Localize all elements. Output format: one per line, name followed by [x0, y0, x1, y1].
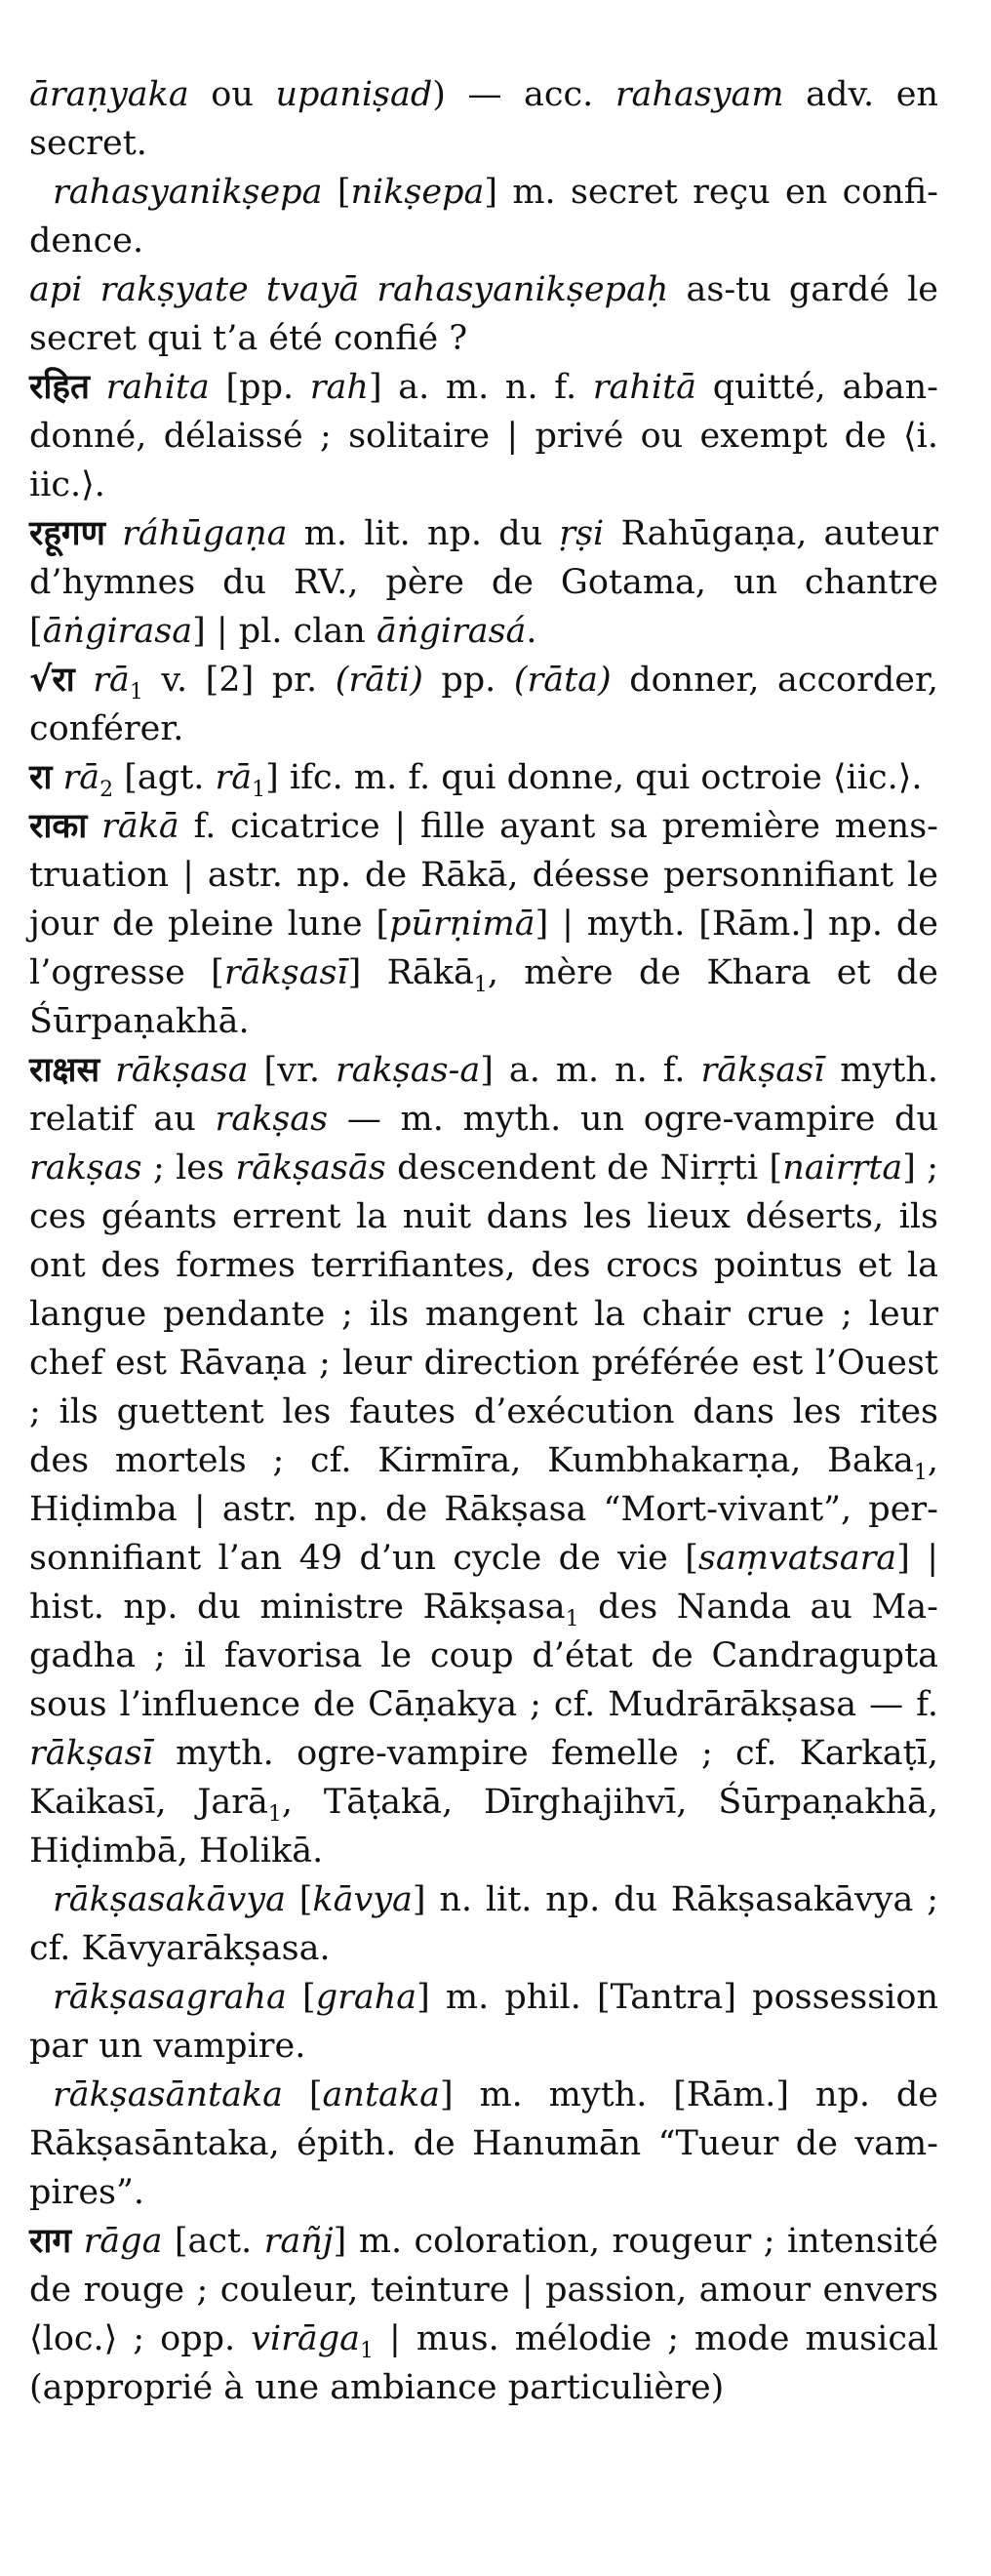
- homonym-index: 1: [473, 973, 488, 997]
- italic-term: rākṣasī: [29, 1734, 153, 1773]
- dictionary-entry: [29, 1046, 938, 1875]
- entry-text: [105, 514, 122, 553]
- entry-text: ] m. phil. [Tantra] possession par un vampire.: [29, 1978, 939, 2066]
- italic-term: rākṣasāntaka: [53, 2075, 284, 2114]
- italic-term: ṛṣi: [559, 514, 605, 553]
- homonym-index: 1: [913, 1461, 928, 1485]
- devanagari-headword: राग: [29, 2222, 72, 2261]
- entry-text: [act.: [162, 2222, 264, 2261]
- dictionary-entry: [29, 753, 938, 802]
- italic-term: rākṣasās: [235, 1148, 386, 1187]
- italic-term: āraṇyaka: [29, 75, 189, 114]
- entry-text: [52, 758, 62, 797]
- italic-term: (rāti): [335, 661, 423, 700]
- entry-text: pp.: [422, 661, 514, 700]
- italic-term: virāga: [251, 2319, 361, 2358]
- entry-text: | mus. mélodie ; mode musical (approprié à une ambiance particulière): [29, 2319, 938, 2407]
- homonym-index: 1: [360, 2339, 375, 2363]
- entry-text: [: [322, 173, 351, 212]
- italic-term: rañj: [263, 2222, 334, 2261]
- entry-text: myth. ogre-vampire femelle ; cf. Karkaṭī, Kaikasī, Jarā: [29, 1734, 938, 1822]
- entry-text: Rahūgaṇa, auteur d’hymnes du RV., père de Gotama, un chantre [: [29, 514, 938, 651]
- entry-text: ] ifc. m. f. qui donne, qui octroie ⟨iic.⟩.: [265, 758, 923, 797]
- italic-term: rākṣasa: [115, 1051, 249, 1090]
- italic-term: nairṛta: [782, 1148, 903, 1187]
- italic-term: rakṣas: [215, 1100, 329, 1139]
- entry-text: [: [283, 2075, 323, 2114]
- entry-text: ] m. myth. [Rām.] np. de Rākṣasāntaka, épith. de Hanumān “Tueur de vampires”.: [29, 2075, 939, 2212]
- devanagari-headword: रा: [29, 758, 53, 797]
- entry-text: [71, 2222, 83, 2261]
- entry-text: ] n. lit. np. du Rākṣasakāvya ; cf. Kāvyarākṣasa.: [29, 1880, 939, 1968]
- italic-term: ráhūgaṇa: [122, 514, 288, 553]
- entry-text: ou: [188, 75, 276, 114]
- devanagari-headword: राका: [29, 807, 88, 846]
- homonym-index: 1: [129, 680, 143, 704]
- sub-entry: [29, 168, 938, 265]
- dictionary-entry: [29, 70, 938, 168]
- italic-term: rākṣasī: [700, 1051, 825, 1090]
- entry-text: ) — acc.: [432, 75, 615, 114]
- dictionary-entry: [29, 656, 938, 753]
- entry-text: , Tāṭakā, Dīrghajihvī, Śūrpaṇakhā, Hiḍimbā, Holikā.: [29, 1783, 938, 1871]
- sub-entry: [29, 1973, 938, 2071]
- homonym-index: 2: [99, 778, 114, 802]
- entry-text: [pp.: [209, 368, 310, 407]
- italic-term: api rakṣyate tvayā rahasyanikṣepaḥ: [29, 270, 669, 309]
- entry-text: [90, 368, 106, 407]
- italic-term: rah: [309, 368, 369, 407]
- italic-term: rahita: [105, 368, 210, 407]
- italic-term: kāvya: [312, 1880, 413, 1919]
- entry-text: — m. myth. un ogre-vampire du: [328, 1100, 938, 1139]
- entry-text: ] Rākā: [347, 953, 474, 992]
- entry-text: des Nanda au Magadha ; il favorisa le coup d’état de Candragupta sous l’influence de Cāṇakya ; cf. Mudrārākṣasa — f.: [29, 1588, 938, 1724]
- italic-term: saṃvatsara: [697, 1539, 897, 1578]
- italic-term: rāga: [83, 2222, 163, 2261]
- italic-term: graha: [315, 1978, 417, 2017]
- homonym-index: 1: [565, 1607, 579, 1631]
- entry-text: adv. en secret.: [29, 75, 939, 163]
- entry-text: ] | pl. clan: [192, 612, 377, 651]
- entry-text: f. cicatrice | fille ayant sa première menstruation | astr. np. de Rākā, déesse personnifiant le jour de pleine lune [: [29, 807, 938, 944]
- entry-text: quitté, abandonné, délaissé ; solitaire | privé ou exempt de ⟨i. iic.⟩.: [29, 368, 938, 504]
- italic-term: rākā: [101, 807, 179, 846]
- sub-entry: [29, 1875, 938, 1973]
- italic-term: (rāta): [513, 661, 612, 700]
- italic-term: rā: [62, 758, 100, 797]
- entry-text: ] | myth. [Rām.] np. de l’ogresse [: [29, 905, 938, 992]
- italic-term: rākṣasagraha: [53, 1978, 287, 2017]
- homonym-index: 1: [267, 1802, 282, 1827]
- entry-text: ] a. m. n. f.: [480, 1051, 701, 1090]
- entry-text: as-tu gardé le secret qui t’a été confié ?: [29, 270, 938, 358]
- entry-text: , Hiḍimba | astr. np. de Rākṣasa “Mort-vivant”, personnifiant l’an 49 d’un cycle de vie [: [29, 1441, 938, 1578]
- dictionary-entry: [29, 509, 938, 656]
- italic-term: rakṣas: [29, 1148, 142, 1187]
- italic-term: rā: [93, 661, 130, 700]
- entry-text: [vr.: [248, 1051, 336, 1090]
- devanagari-headword: राक्षस: [29, 1051, 100, 1090]
- entry-text: ] m. coloration, rougeur ; intensité de rouge ; couleur, teinture | passion, amour envers ⟨loc.⟩ ; opp.: [29, 2222, 938, 2358]
- italic-term: āṅgirasa: [42, 612, 193, 651]
- entry-text: ] m. secret reçu en confidence.: [29, 173, 938, 261]
- entry-text: [99, 1051, 115, 1090]
- italic-term: upaniṣad: [275, 75, 433, 114]
- italic-term: antaka: [322, 2075, 440, 2114]
- entry-text: , mère de Khara et de Śūrpaṇakhā.: [29, 953, 938, 1041]
- dictionary-entry: [29, 802, 938, 1046]
- italic-term: rakṣas-a: [335, 1051, 481, 1090]
- dictionary-entry: [29, 265, 938, 363]
- devanagari-headword: रहूगण: [29, 514, 105, 553]
- entry-text: ] ; ces géants errent la nuit dans les lieux déserts, ils ont des formes terrifiantes, des crocs pointus et la langue pendante ; ils mangent la chair crue ; leur chef est Rāvaṇa ; leur direction préférée est l’Ouest ; ils guettent les fautes d’exécution dans les rites des mortels ; cf. Kirmīra, Kumbhakarṇa, Baka: [29, 1148, 938, 1480]
- italic-term: nikṣepa: [350, 173, 485, 212]
- italic-term: rā: [215, 758, 253, 797]
- italic-term: rahasyanikṣepa: [53, 173, 323, 212]
- devanagari-headword: रहित: [29, 368, 90, 407]
- entry-text: myth. relatif au: [29, 1051, 938, 1139]
- italic-term: pūrṇimā: [389, 905, 535, 944]
- italic-term: rahasyam: [614, 75, 784, 114]
- entry-text: [agt.: [113, 758, 216, 797]
- entry-text: .: [526, 612, 537, 651]
- entry-text: [: [286, 1978, 316, 2017]
- entry-text: m. lit. np. du: [287, 514, 560, 553]
- italic-term: rākṣasakāvya: [53, 1880, 286, 1919]
- entry-text: v. [2] pr.: [142, 661, 336, 700]
- entry-text: donner, accorder, conférer.: [29, 661, 938, 748]
- entry-text: [87, 807, 101, 846]
- italic-term: rahitā: [592, 368, 697, 407]
- devanagari-headword: √रा: [29, 661, 75, 700]
- dictionary-entry: [29, 363, 938, 509]
- entry-text: descendent de Nirṛti [: [385, 1148, 783, 1187]
- entry-text: ] | hist. np. du ministre Rākṣasa: [29, 1539, 938, 1627]
- entry-text: ] a. m. n. f.: [368, 368, 593, 407]
- italic-term: āṅgirasá: [376, 612, 527, 651]
- italic-term: rākṣasī: [223, 953, 348, 992]
- entry-text: [: [285, 1880, 313, 1919]
- homonym-index: 1: [252, 778, 266, 802]
- entry-text: [75, 661, 94, 700]
- dictionary-entry: [29, 2217, 938, 2412]
- entry-text: ; les: [141, 1148, 236, 1187]
- sub-entry: [29, 2071, 938, 2217]
